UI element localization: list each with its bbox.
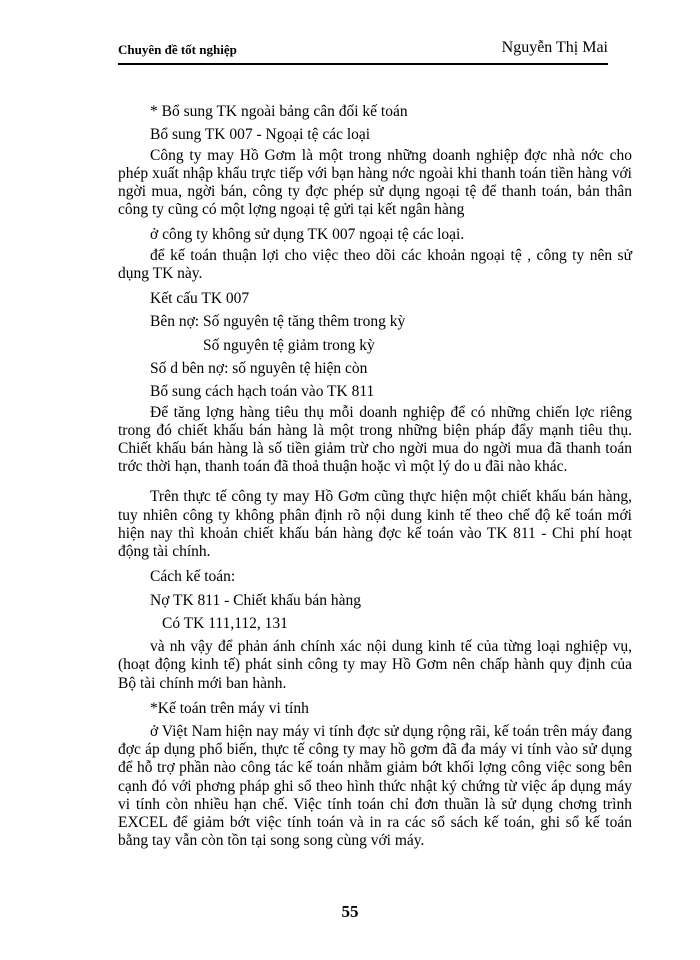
text-line: ở công ty không sử dụng TK 007 ngoại tệ các loại. (150, 226, 465, 244)
section-heading-offbalance: * Bổ sung TK ngoài bảng cân đối kế toán (150, 103, 408, 120)
document-title: Chuyên đề tốt nghiệp (118, 42, 237, 57)
author-name: Nguyễn Thị Mai (501, 39, 608, 56)
subheading-tk811: Bổ sung cách hạch toán vào TK 811 (150, 383, 375, 401)
page-number: 55 (341, 902, 359, 921)
paragraph-company-practice: Trên thực tế công ty may Hồ Gơm cũng thực hiện một chiết khấu bán hàng, tuy nhiên công ty không phân định rõ nội dung kinh tế theo chế độ kế toán mới hiện nay thì khoản chiết khấu bán hàng đợc kế toán vào TK 811 - Chi phí hoạt động tài chính. (118, 488, 632, 561)
header-rule (118, 63, 608, 65)
subheading-tk007: Bổ sung TK 007 - Ngoại tệ các loại (150, 126, 371, 144)
journal-credit-line: Có TK 111,112, 131 (162, 614, 288, 632)
paragraph-company-foreign-currency: Công ty may Hồ Gơm là một trong những doanh nghiệp đợc nhà nớc cho phép xuất nhập khẩu trực tiếp với bạn hàng nớc ngoài khi thanh toán tiền hàng với ngời mua, ngời bán, công ty đợc phép sử dụng ngoại tệ để thanh toán, bản thân công ty cũng có một lợng ngoại tệ gửi tại kết ngân hàng (118, 146, 632, 219)
balance-line: Số d bên nợ: số nguyên tệ hiện còn (150, 360, 368, 377)
subheading-accounting-method: Cách kế toán: (150, 568, 236, 586)
paragraph-recommendation: để kế toán thuận lợi cho việc theo dõi các khoản ngoại tệ , công ty nên sử dụng TK này. (118, 246, 632, 282)
credit-side-line: Số nguyên tệ giảm trong kỳ (203, 336, 375, 354)
paragraph-computer-accounting: ở Việt Nam hiện nay máy vi tính đợc sử dụng rộng rãi, kế toán trên máy đang đợc áp dụng phổ biến, thực tế công ty may hồ gơm đã đa máy vi tính vào sử dụng để hỗ trợ phần nào công tác kế toán nhằm giảm bớt khối lợng công việc song bên cạnh đó với phơng pháp ghi sổ theo hình thức nhật ký chứng từ việc áp dụng máy vi tính còn nhiều hạn chế. Việc tính toán chỉ đơn thuần là sử dụng chơng trình EXCEL để giảm bớt việc tính toán và in ra các sổ sách kế toán, ghi sổ kế toán bằng tay vẫn còn tồn tại song song cùng với máy. (118, 723, 632, 850)
page-header (118, 28, 608, 58)
paragraph-sales-discount: Để tăng lợng hàng tiêu thụ mỗi doanh nghiệp để có những chiến lợc riêng trong đó chiết khấu bán hàng là một trong những biện pháp đẩy mạnh tiêu thụ. Chiết khấu bán hàng là số tiền giảm trừ cho ngời mua do ngời mua đã thanh toán trớc thời hạn, thanh toán đã thoả thuận hoặc vì một lý do u đãi nào khác. (118, 403, 632, 476)
subheading-structure: Kết cấu TK 007 (150, 290, 250, 308)
section-heading-computer-accounting: *Kế toán trên máy vi tính (150, 699, 309, 717)
debit-side-line: Bên nợ: Số nguyên tệ tăng thêm trong kỳ (150, 313, 406, 331)
paragraph-compliance: và nh vậy để phản ánh chính xác nội dung kinh tế của từng loại nghiệp vụ, (hoạt động kinh tế) phát sinh công ty may Hồ Gơm nên chấp hành quy định của Bộ tài chính mới ban hành. (118, 638, 632, 692)
page-body (118, 100, 632, 854)
journal-debit-line: Nợ TK 811 - Chiết khấu bán hàng (150, 591, 361, 609)
